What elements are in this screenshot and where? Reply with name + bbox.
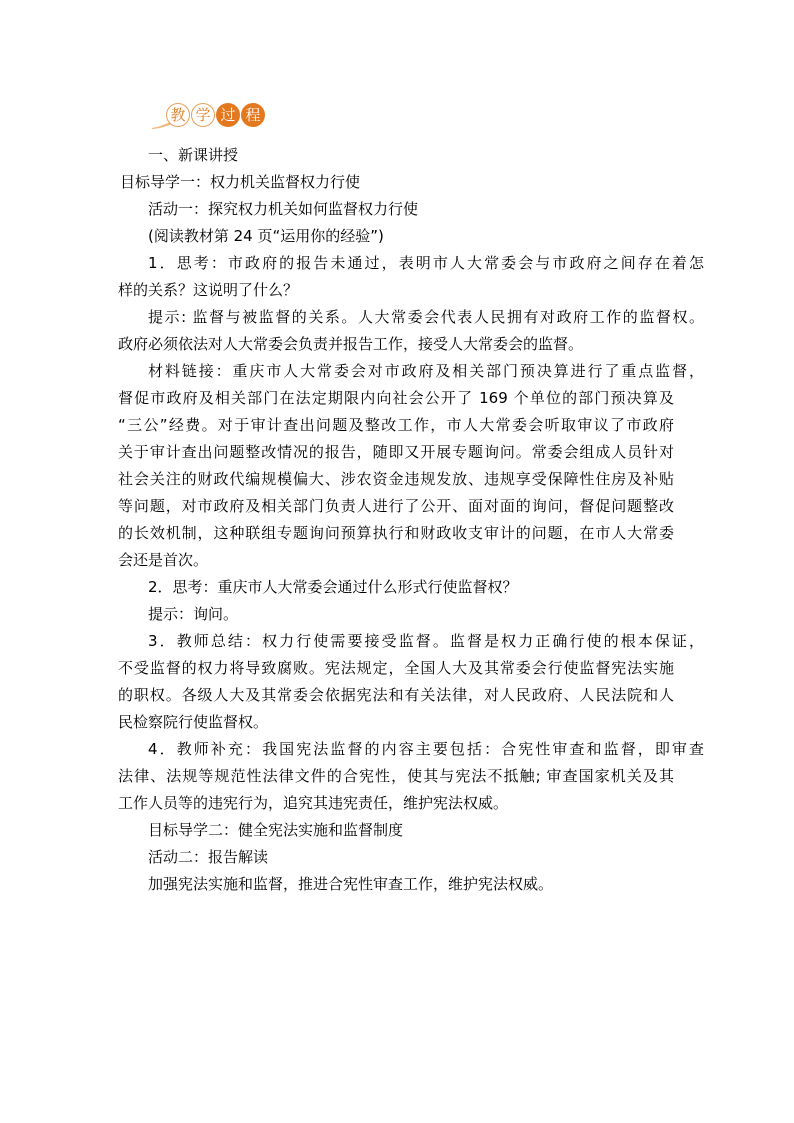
section-heading: 一、新课讲授 (148, 146, 239, 164)
material-link: 材料链接：重庆市人大常委会对市政府及相关部门预决算进行了重点监督， (148, 362, 704, 380)
material-line: 社会关注的财政代编规模偏大、涉农资金违规发放、违规享受保障性住房及补贴 (118, 470, 674, 488)
teacher-supplement-cont: 工作人员等的违宪行为，追究其违宪责任，维护宪法权威。 (118, 794, 509, 812)
teacher-supplement: 4．教师补充：我国宪法监督的内容主要包括：合宪性审查和监督，即审查 (148, 740, 704, 758)
teacher-summary-cont: 的职权。各级人大及其常委会依据宪法和有关法律，对人民政府、人民法院和人 (118, 686, 674, 704)
material-line: 关于审计查出问题整改情况的报告，随即又开展专题询问。常委会组成人员针对 (118, 443, 674, 461)
goal-heading-2: 目标导学二：健全宪法实施和监督制度 (148, 821, 404, 839)
badge-char-4: 程 (241, 103, 265, 127)
material-line: 等问题，对市政府及相关部门负责人进行了公开、面对面的询问，督促问题整改 (118, 497, 674, 515)
teaching-process-badge (152, 102, 262, 130)
teacher-summary: 3．教师总结：权力行使需要接受监督。监督是权力正确行使的根本保证， (148, 632, 704, 650)
reading-note: (阅读教材第 24 页“运用你的经验”) (148, 227, 384, 245)
activity-heading-1: 活动一：探究权力机关如何监督权力行使 (148, 200, 419, 218)
material-line: 督促市政府及相关部门在法定期限内向社会公开了 169 个单位的部门预决算及 (118, 389, 674, 407)
question-1-cont: 样的关系？这说明了什么？ (118, 281, 299, 299)
activity-heading-2: 活动二：报告解读 (148, 848, 269, 866)
badge-char-3: 过 (216, 103, 240, 127)
material-line: 的长效机制，这种联组专题询问预算执行和财政收支审计的问题，在市人大常委 (118, 524, 674, 542)
material-line: “三公”经费。对于审计查出问题及整改工作，市人大常委会听取审议了市政府 (118, 416, 674, 434)
teacher-supplement-cont: 法律、法规等规范性法律文件的合宪性，使其与宪法不抵触; 审查国家机关及其 (118, 767, 674, 785)
question-2: 2．思考：重庆市人大常委会通过什么形式行使监督权？ (148, 578, 518, 596)
hint-1: 提示: 监督与被监督的关系。人大常委会代表人民拥有对政府工作的监督权。 (148, 308, 704, 326)
hint-1-cont: 政府必须依法对人大常委会负责并报告工作，接受人大常委会的监督。 (118, 335, 584, 353)
teacher-summary-cont: 民检察院行使监督权。 (118, 713, 269, 731)
teacher-summary-cont: 不受监督的权力将导致腐败。宪法规定，全国人大及其常委会行使监督宪法实施 (118, 659, 674, 677)
material-line: 会还是首次。 (118, 551, 209, 569)
badge-char-2: 学 (191, 103, 215, 127)
question-1: 1．思考：市政府的报告未通过，表明市人大常委会与市政府之间存在着怎 (148, 254, 704, 272)
report-text: 加强宪法实施和监督，推进合宪性审查工作，维护宪法权威。 (148, 875, 554, 893)
hint-2: 提示：询问。 (148, 605, 239, 623)
badge-char-1: 教 (166, 103, 190, 127)
goal-heading-1: 目标导学一：权力机关监督权力行使 (120, 173, 361, 191)
